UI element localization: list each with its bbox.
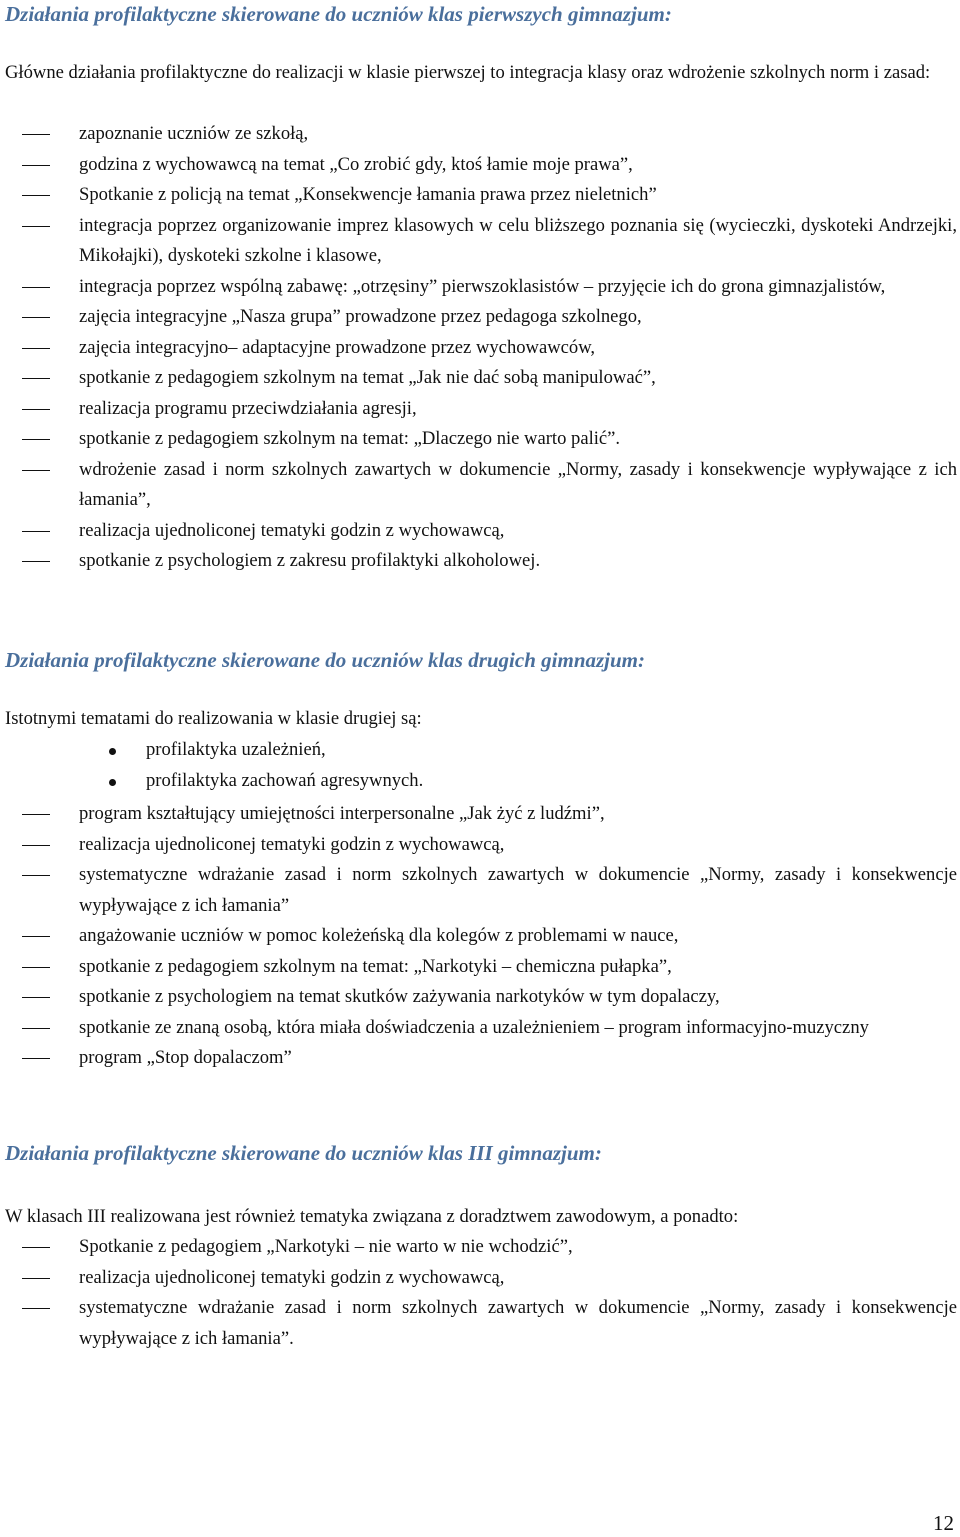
list-item: zapoznanie uczniów ze szkołą, — [0, 119, 957, 150]
list-item: integracja poprzez organizowanie imprez klasowych w celu bliższego poznania się (wycieczki, dyskoteki Andrzejki, Mikołajki), dyskoteki szkolne i klasowe, — [0, 211, 957, 272]
section-heading-klasy-drugie: Działania profilaktyczne skierowane do uczniów klas drugich gimnazjum: — [5, 648, 646, 672]
section-intro-klasy-pierwsze: Główne działania profilaktyczne do realizacji w klasie pierwszej to integracja klasy oraz wdrożenie szkolnych norm i zasad: — [5, 62, 931, 83]
list-item: program kształtujący umiejętności interpersonalne „Jak żyć z ludźmi”, — [0, 799, 957, 830]
list-item: realizacja ujednoliconej tematyki godzin z wychowawcą, — [0, 830, 957, 861]
list-item: spotkanie ze znaną osobą, która miała doświadczenia a uzależnieniem – program informacyjno-muzyczny — [0, 1013, 957, 1044]
section-intro-klasy-trzecie: W klasach III realizowana jest również tematyka związana z doradztwem zawodowym, a ponadto: — [5, 1206, 739, 1227]
section-heading-klasy-trzecie: Działania profilaktyczne skierowane do uczniów klas III gimnazjum: — [5, 1141, 602, 1165]
list-item: spotkanie z pedagogiem szkolnym na temat: „Narkotyki – chemiczna pułapka”, — [0, 952, 957, 983]
page-number: 12 — [933, 1511, 954, 1535]
list-item: systematyczne wdrażanie zasad i norm szkolnych zawartych w dokumencie „Normy, zasady i konsekwencje wypływające z ich łamania” — [0, 860, 957, 921]
list-item: Spotkanie z pedagogiem „Narkotyki – nie warto w nie wchodzić”, — [0, 1232, 957, 1263]
section-heading-klasy-pierwsze: Działania profilaktyczne skierowane do uczniów klas pierwszych gimnazjum: — [5, 2, 672, 26]
topic-list-klasy-drugie — [0, 735, 957, 796]
list-item: program „Stop dopalaczom” — [0, 1043, 957, 1074]
list-item: realizacja ujednoliconej tematyki godzin z wychowawcą, — [0, 1263, 957, 1294]
activity-list-klasy-trzecie — [0, 1232, 957, 1354]
list-item: realizacja programu przeciwdziałania agresji, — [0, 394, 957, 425]
list-item: godzina z wychowawcą na temat „Co zrobić gdy, ktoś łamie moje prawa”, — [0, 150, 957, 181]
list-item: profilaktyka uzależnień, — [0, 735, 957, 766]
list-item: spotkanie z psychologiem z zakresu profilaktyki alkoholowej. — [0, 546, 957, 577]
list-item: integracja poprzez wspólną zabawę: „otrzęsiny” pierwszoklasistów – przyjęcie ich do grona gimnazjalistów, — [0, 272, 957, 303]
section-intro-klasy-drugie: Istotnymi tematami do realizowania w klasie drugiej są: — [5, 708, 422, 729]
list-item: systematyczne wdrażanie zasad i norm szkolnych zawartych w dokumencie „Normy, zasady i konsekwencje wypływające z ich łamania”. — [0, 1293, 957, 1354]
list-item: wdrożenie zasad i norm szkolnych zawartych w dokumencie „Normy, zasady i konsekwencje wypływające z ich łamania”, — [0, 455, 957, 516]
list-item: angażowanie uczniów w pomoc koleżeńską dla kolegów z problemami w nauce, — [0, 921, 957, 952]
list-item: zajęcia integracyjne „Nasza grupa” prowadzone przez pedagoga szkolnego, — [0, 302, 957, 333]
list-item: spotkanie z psychologiem na temat skutków zażywania narkotyków w tym dopalaczy, — [0, 982, 957, 1013]
activity-list-klasy-pierwsze — [0, 119, 957, 577]
list-item: zajęcia integracyjno– adaptacyjne prowadzone przez wychowawców, — [0, 333, 957, 364]
list-item: profilaktyka zachowań agresywnych. — [0, 766, 957, 797]
list-item: Spotkanie z policją na temat „Konsekwencje łamania prawa przez nieletnich” — [0, 180, 957, 211]
list-item: realizacja ujednoliconej tematyki godzin z wychowawcą, — [0, 516, 957, 547]
list-item: spotkanie z pedagogiem szkolnym na temat: „Dlaczego nie warto palić”. — [0, 424, 957, 455]
activity-list-klasy-drugie — [0, 799, 957, 1074]
list-item: spotkanie z pedagogiem szkolnym na temat „Jak nie dać sobą manipulować”, — [0, 363, 957, 394]
